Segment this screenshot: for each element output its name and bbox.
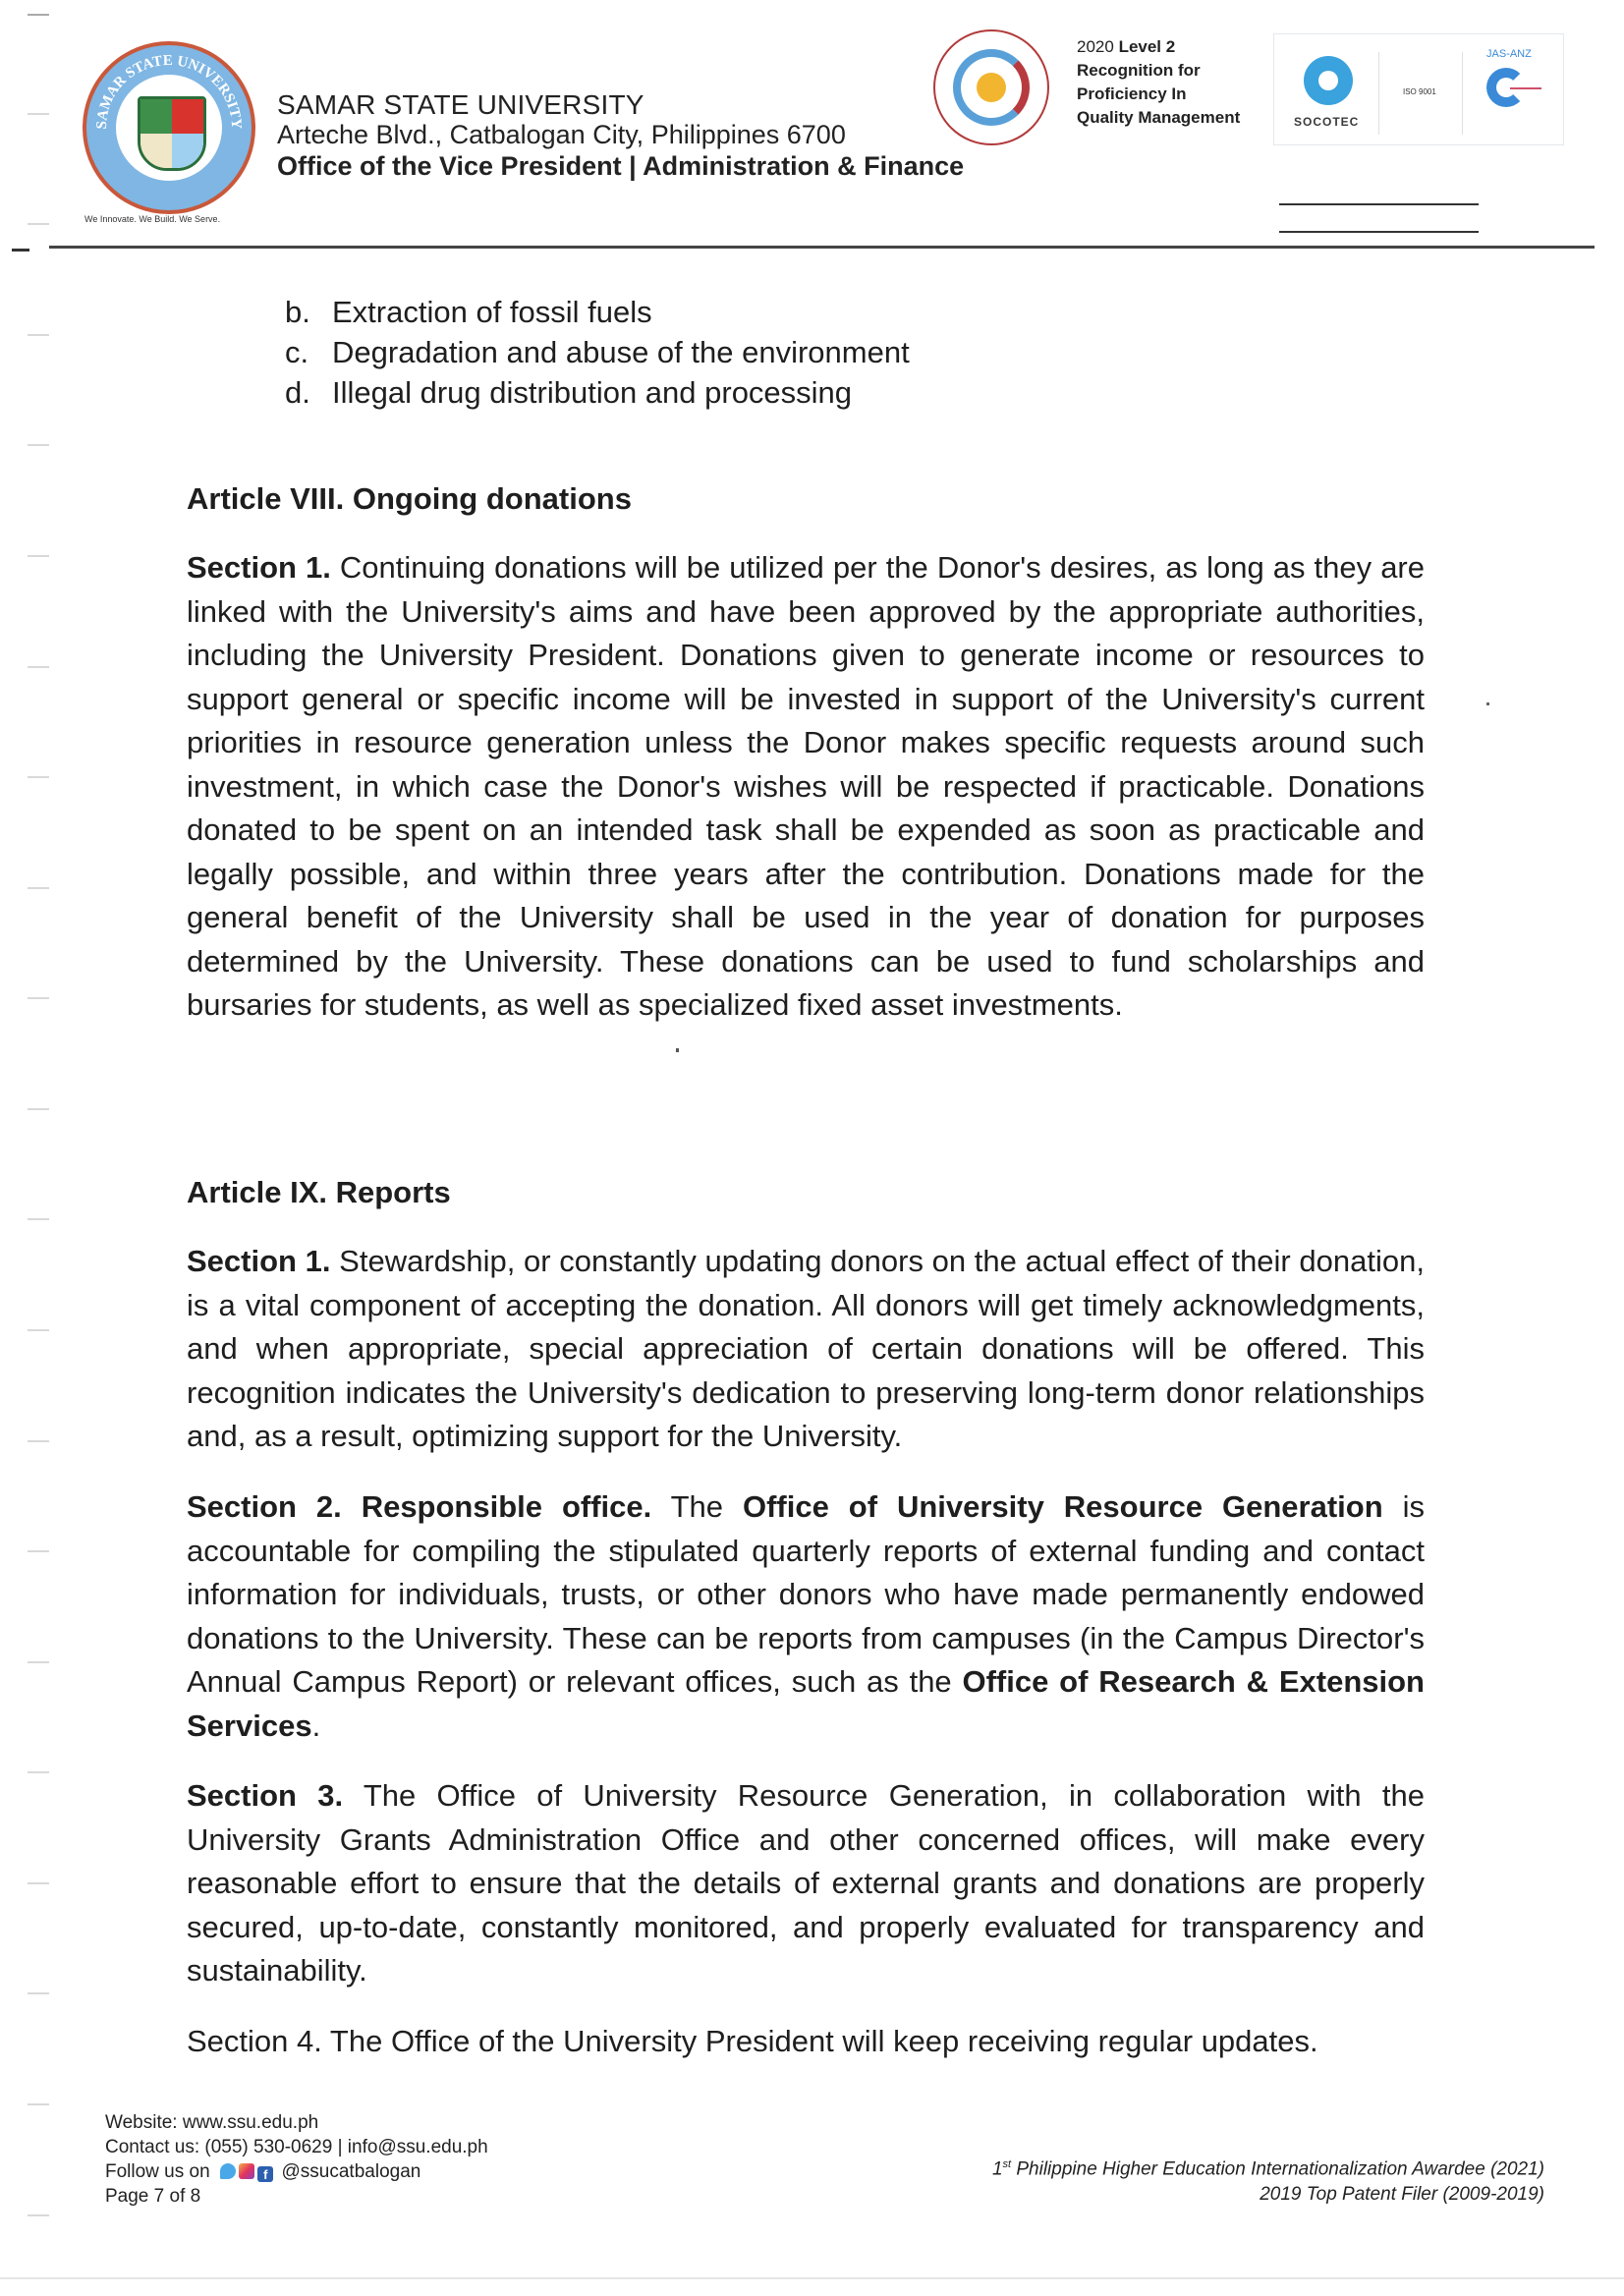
socotec-label: SOCOTEC: [1294, 115, 1360, 129]
header-divider: [49, 246, 1595, 249]
university-address: Arteche Blvd., Catbalogan City, Philippines 6700: [277, 120, 846, 149]
social-handle: @ssucatbalogan: [281, 2161, 421, 2182]
footer-social: Follow us on f @ssucatbalogan: [105, 2161, 421, 2182]
socotec-icon: [1304, 56, 1353, 105]
article-ix-section-4: Section 4. The Office of the University President will keep receiving regular updates.: [187, 2024, 1318, 2058]
jas-anz-label: JAS-ANZ: [1486, 48, 1532, 60]
instagram-icon[interactable]: [239, 2163, 254, 2179]
iso-certification-badge: [1273, 33, 1564, 145]
page-bottom-edge: [0, 2277, 1624, 2279]
facebook-icon[interactable]: f: [257, 2166, 273, 2182]
footer-website: Website: www.ssu.edu.ph: [105, 2112, 319, 2133]
footer-contact: [105, 2110, 488, 2209]
twitter-icon[interactable]: [220, 2163, 236, 2179]
header-dash: [12, 249, 29, 252]
sun-icon: [977, 73, 1006, 102]
iso-box: [1378, 52, 1463, 135]
footer-contact-info: Contact us: (055) 530-0629 | info@ssu.edu.ph: [105, 2137, 488, 2157]
article-ix-section-3: Section 3. The Office of University Resource Generation, in collaboration with the University Grants Administration Office and other concerned offices, will make every reasonable effort to ensure that the details of external grants and donations are properly secured, up-to-date, constantly monitored, and properly evaluated for transparency and sustainability.: [187, 1778, 1425, 1988]
footer-award-1: 1st Philippine Higher Education Internationalization Awardee (2021): [991, 2158, 1544, 2180]
footer-award-2: 2019 Top Patent Filer (2009-2019): [1260, 2184, 1544, 2206]
office-name: Office of the Vice President | Administration & Finance: [277, 151, 965, 181]
article-viii-section-1: Section 1. Continuing donations will be utilized per the Donor's desires, as long as they are linked with the University's aims and have been approved by the appropriate authorities, including the University President. Donations given to generate income or resources to support general or specific income will be invested in support of the University's current priorities in resource generation unless the Donor makes specific requests around such investment, in which case the Donor's wishes will be respected if practicable. Donations donated to be spent on an intended task shall be expended as soon as practicable and legally possible, and within three years after the contribution. Donations made for the general benefit of the University shall be used in the year of donation for purposes determined by the University. These donations can be used to fund scholarships and bursaries for students, as well as specialized fixed asset investments.: [187, 550, 1425, 1022]
seal-center: [116, 75, 222, 181]
page-number: Page 7 of 8: [105, 2186, 201, 2207]
university-seal-logo: [83, 41, 255, 214]
shield-icon: [138, 96, 206, 171]
university-name: SAMAR STATE UNIVERSITY: [277, 89, 644, 120]
article-ix-section-1: Section 1. Stewardship, or constantly updating donors on the actual effect of their donation, is a vital component of accepting the donation. All donors will get timely acknowledgments, and when appropriate, special appreciation of certain donations will be offered. This recognition indicates the University's dedication to preserving long-term donor relationships and, as a result, optimizing support for the University.: [187, 1244, 1425, 1453]
quality-award-text: 2020 Level 2 Recognition for Proficiency In Quality Management: [1077, 37, 1241, 127]
article-viii-title: Article VIII. Ongoing donations: [187, 481, 632, 516]
svg-text:SAMAR STATE UNIVERSITY: SAMAR STATE UNIVERSITY: [93, 52, 245, 130]
university-tagline: We Innovate. We Build. We Serve.: [84, 214, 221, 224]
quality-award-logo: [933, 29, 1049, 145]
iso-label: ISO 9001: [1403, 87, 1436, 96]
list-item: d. Illegal drug distribution and processing: [285, 375, 853, 410]
list-item: b. Extraction of fossil fuels: [285, 295, 652, 329]
article-ix-title: Article IX. Reports: [187, 1175, 451, 1209]
signature-line: [1279, 203, 1479, 205]
list-item: c. Degradation and abuse of the environment: [285, 335, 910, 369]
footer-awards: [884, 2152, 1544, 2208]
article-ix-section-2: Section 2. Responsible office. The Office of University Resource Generation is accountable for compiling the stipulated quarterly reports of external funding and contact information for individuals, trusts, or other donors who have made permanently endowed donations to the University. These can be reports from campuses (in the Campus Director's Annual Campus Report) or relevant offices, such as the Office of Research & Extension Services.: [187, 1489, 1425, 1743]
signature-line: [1279, 231, 1479, 233]
